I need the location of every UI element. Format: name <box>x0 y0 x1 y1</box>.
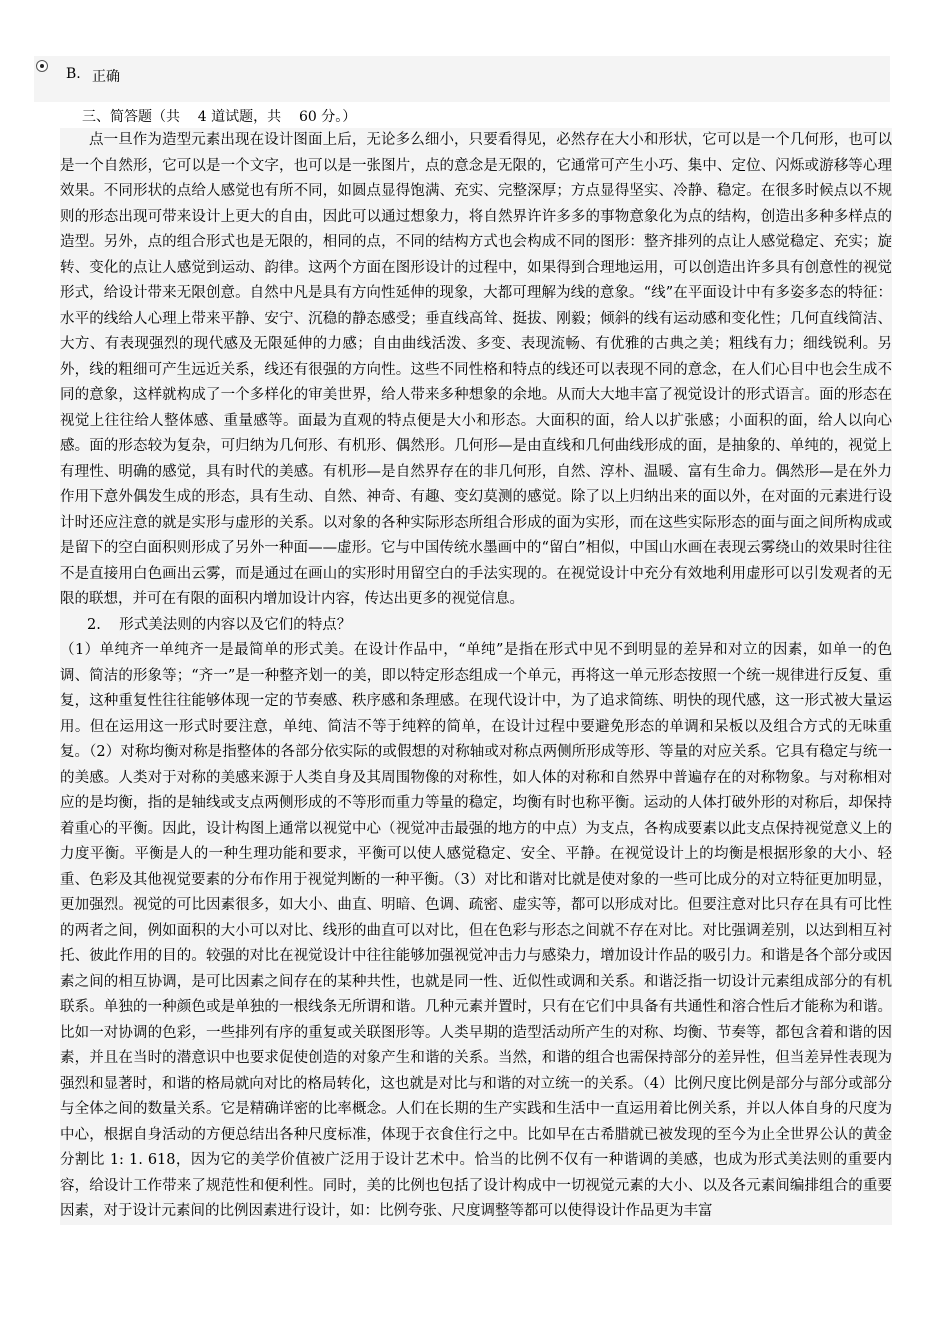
answer-paragraph-1: 点一旦作为造型元素出现在设计图面上后，无论多么细小，只要看得见，必然存在大小和形状，它可以是一个几何形，也可以是一个自然形，它可以是一个文字，也可以是一张图片，点的意念是无限的，它通常可产生小巧、集中、定位、闪烁或游移等心理效果。不同形状的点给人感觉也有所不同，如圆点显得饱满、充实、完整深厚；方点显得坚实、冷静、稳定。在很多时候点以不规则的形态出现可带来设计上更大的自由，因此可以通过想象力，将自然界许许多多的事物意象化为点的结构，创造出多种多样点的造型。另外，点的组合形式也是无限的，相同的点，不同的结构方式也会构成不同的图形：整齐排列的点让人感觉稳定、充实；旋转、变化的点让人感觉到运动、韵律。这两个方面在图形设计的过程中，如果得到合理地运用，可以创造出许多具有创意性的视觉形式，给设计带来无限创意。自然中凡是具有方向性延伸的现象，大都可理解为线的意象。“线”在平面设计中有多姿多态的特征：水平的线给人心理上带来平静、安宁、沉稳的静态感受；垂直线高耸、挺拔、刚毅；倾斜的线有运动感和变化性；几何直线简洁、大方、有表现强烈的现代感及无限延伸的力感；自由曲线活泼、多变、表现流畅、有优雅的古典之美；粗线有力；细线锐利。另外，线的粗细可产生远近关系，线还有很强的方向性。这些不同性格和特点的线还可以表现不同的意念，在人们心目中也会生成不同的意象，这样就构成了一个多样化的审美世界，给人带来多种想象的余地。从而大大地丰富了视觉设计的形式语言。面的形态在视觉上往往给人整体感、重量感等。面最为直观的特点便是大小和形态。大面积的面，给人以扩张感；小面积的面，给人以向心感。面的形态较为复杂，可归纳为几何形、有机形、偶然形。几何形—是由直线和几何曲线形成的面，是抽象的、单纯的，视觉上有理性、明确的感觉，具有时代的美感。有机形—是自然界存在的非几何形，自然、淳朴、温暖、富有生命力。偶然形—是在外力作用下意外偶发生成的形态，具有生动、自然、神奇、有趣、变幻莫测的感觉。除了以上归纳出来的面以外，在对面的元素进行设计时还应注意的就是实形与虚形的关系。以对象的各种实际形态所组合形成的面为实形，而在这些实际形态的面与面之间所构成或是留下的空白面积则形成了另外一种面——虚形。它与中国传统水墨画中的“留白”相似，中国山水画在表现云雾绕山的效果时往往不是直接用白色画出云雾，而是通过在画山的实形时用留空白的手法实现的。在视觉设计中充分有效地利用虚形可以引发观者的无限的联想，并可在有限的面积内增加设计内容，传达出更多的视觉信息。 <box>60 132 892 607</box>
answer-option-b[interactable] <box>34 56 890 102</box>
option-letter: B. <box>66 66 81 82</box>
section-heading: 三、简答题（共 4 道试题，共 60 分。） <box>82 109 357 125</box>
radio-selected-icon[interactable] <box>36 60 48 72</box>
option-text: 正确 <box>92 69 120 85</box>
question-2: 2. 形式美法则的内容以及它们的特点？ <box>87 616 352 633</box>
answer-paragraph-2: （1）单纯齐一单纯齐一是最简单的形式美。在设计作品中，“单纯”是指在形式中见不到明显的差异和对立的因素，如单一的色调、简洁的形象等；“齐一”是一种整齐划一的美，即以特定形态组成一个单元，再将这一单元形态按照一个统一规律进行反复、重复，这种重复性往往能够体现一定的节奏感、秩序感和条理感。在现代设计中，为了追求简练、明快的现代感，这一形式被大量运用。但在运用这一形式时要注意，单纯、简洁不等于纯粹的简单，在设计过程中要避免形态的单调和呆板以及组合方式的无味重复。（2）对称均衡对称是指整体的各部分依实际的或假想的对称轴或对称点两侧所形成等形、等量的对应关系。它具有稳定与统一的美感。人类对于对称的美感来源于人类自身及其周围物像的对称性，如人体的对称和自然界中普遍存在的对称物象。与对称相对应的是均衡，指的是轴线或支点两侧形成的不等形而重力等量的稳定，均衡有时也称平衡。运动的人体打破外形的对称后，却保持着重心的平衡。因此，设计构图上通常以视觉中心（视觉冲击最强的地方的中点）为支点，各构成要素以此支点保持视觉意义上的力度平衡。平衡是人的一种生理功能和要求，平衡可以使人感觉稳定、安全、平静。在视觉设计上的均衡是根据形象的大小、轻重、色彩及其他视觉要素的分布作用于视觉判断的一种平衡。（3）对比和谐对比就是使对象的一些可比成分的对立特征更加明显，更加强烈。视觉的可比因素很多，如大小、曲直、明暗、色调、疏密、虚实等，都可以形成对比。但要注意对比只存在具有可比性的两者之间，例如面积的大小可以对比、线形的曲直可以对比，但在色彩与形态之间就不存在对比。对比强调差别，以达到相互衬托、彼此作用的目的。较强的对比在视觉设计中往往能够加强视觉冲击力与感染力，增加设计作品的吸引力。和谐是各个部分或因素之间的相互协调，是可比因素之间存在的某种共性，也就是同一性、近似性或调和关系。和谐泛指一切设计元素组成部分的有机联系。单独的一种颜色或是单独的一根线条无所谓和谐。几种元素并置时，只有在它们中具备有共通性和溶合性后才能称为和谐。比如一对协调的色彩，一些排列有序的重复或关联图形等。人类早期的造型活动所产生的对称、均衡、节奏等，都包含着和谐的因素，并且在当时的潜意识中也要求促使创造的对象产生和谐的关系。当然，和谐的组合也需保持部分的差异性，但当差异性表现为强烈和显著时，和谐的格局就向对比的格局转化，这也就是对比与和谐的对立统一的关系。（4）比例尺度比例是部分与部分或部分与全体之间的数量关系。它是精确详密的比率概念。人们在长期的生产实践和生活中一直运用着比例关系，并以人体自身的尺度为中心，根据自身活动的方便总结出各种尺度标准，体现于衣食住行之中。比如早在古希腊就已被发现的至今为止全世界公认的黄金分割比 1: 1. 618，因为它的美学价值被广泛用于设计艺术中。恰当的比例不仅有一种谐调的美感，也成为形式美法则的重要内容，给设计工作带来了规范性和便利性。同时，美的比例也包括了设计构成中一切视觉元素的大小、以及各元素间编排组合的重要因素，对于设计元素间的比例因素进行设计，如：比例夸张、尺度调整等都可以使得设计作品更为丰富 <box>60 642 892 1219</box>
answer-content <box>60 128 892 1225</box>
